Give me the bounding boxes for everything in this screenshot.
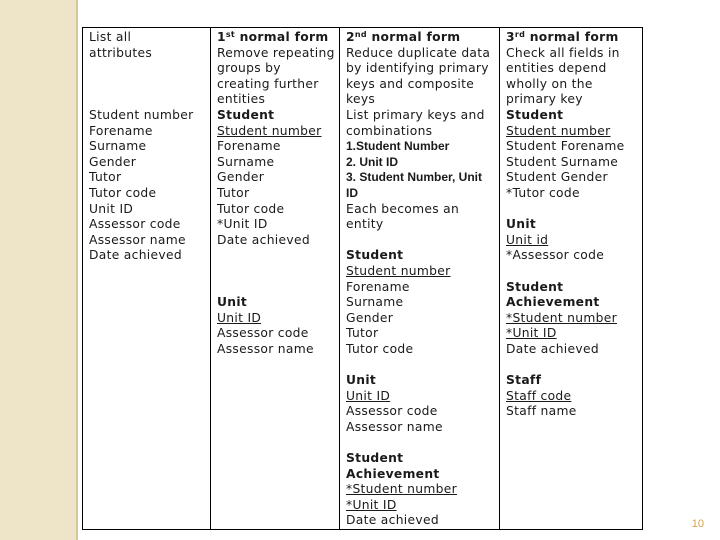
third-normal-form-cell <box>500 28 643 530</box>
col3-unit-key: Unit ID <box>346 388 391 403</box>
attribute-item: Tutor code <box>89 185 157 200</box>
attribute-list <box>89 108 204 264</box>
description-line: by identifying primary <box>346 61 489 76</box>
attribute-item: Assessor code <box>346 404 438 419</box>
attribute-item: Date achieved <box>346 513 439 528</box>
col4-heading: 3rd normal form <box>506 30 619 44</box>
attribute-item: Tutor <box>346 326 379 341</box>
attribute-item: Forename <box>346 279 410 294</box>
attribute-item: Forename <box>217 139 281 154</box>
slide-sidebar <box>0 0 76 540</box>
attribute-item: Date achieved <box>89 248 182 263</box>
col4-student-key: Student number <box>506 123 611 138</box>
page-number: 10 <box>691 518 704 530</box>
description-line: keys and composite <box>346 76 475 91</box>
description-line: Reduce duplicate data <box>346 45 491 60</box>
col3-student-attributes <box>346 280 493 358</box>
col2-unit-key: Unit ID <box>217 310 262 325</box>
attribute-item: Gender <box>217 170 265 185</box>
attribute-item: Surname <box>346 295 404 310</box>
col3-achievement-attributes <box>346 513 493 529</box>
description-line: primary key <box>506 92 583 107</box>
attribute-item: *Unit ID <box>217 217 268 232</box>
attributes-cell <box>83 28 211 530</box>
attribute-item: Gender <box>89 154 137 169</box>
attribute-item: Tutor code <box>346 341 414 356</box>
description-line: Check all fields in <box>506 45 620 60</box>
col3-key-list <box>346 139 493 201</box>
second-normal-form-cell <box>340 28 500 530</box>
foreign-key-item: *Student number <box>346 482 457 497</box>
normalisation-table <box>82 27 643 530</box>
primary-key-item: ID <box>346 185 358 200</box>
col4-achievement-attributes <box>506 342 636 358</box>
description-line: Remove repeating <box>217 45 335 60</box>
attribute-item: Student Forename <box>506 139 625 154</box>
foreign-key-item: *Student number <box>506 310 617 325</box>
description-line: entities depend <box>506 61 607 76</box>
description-line: combinations <box>346 123 433 138</box>
attribute-item: Assessor name <box>89 232 186 247</box>
col3-student-title: Student <box>346 248 404 263</box>
first-normal-form-cell <box>211 28 340 530</box>
foreign-key-item: *Unit ID <box>506 326 557 341</box>
col3-description-2 <box>346 202 493 233</box>
col3-unit-attributes <box>346 404 493 435</box>
attribute-item: Gender <box>346 310 394 325</box>
primary-key-item: 1.Student Number <box>346 139 450 154</box>
col3-achievement-title-1: Student <box>346 451 404 466</box>
attribute-item: *Tutor code <box>506 185 580 200</box>
attribute-item: Forename <box>89 123 153 138</box>
description-line: entities <box>217 92 266 107</box>
col2-student-title: Student <box>217 107 275 122</box>
attribute-item: Tutor <box>89 170 122 185</box>
col3-student-key: Student number <box>346 263 451 278</box>
foreign-key-item: *Unit ID <box>346 497 397 512</box>
col4-achievement-title-2: Achievement <box>506 295 600 310</box>
attribute-item: Staff name <box>506 404 577 419</box>
col4-staff-attributes <box>506 404 636 420</box>
attribute-item: Student Surname <box>506 154 619 169</box>
attribute-item: *Assessor code <box>506 248 605 263</box>
col4-student-attributes <box>506 139 636 201</box>
col4-unit-attributes <box>506 248 636 264</box>
attribute-item: Assessor name <box>217 341 314 356</box>
attribute-item: Unit ID <box>89 201 134 216</box>
col2-unit-title: Unit <box>217 295 248 310</box>
attribute-item: Tutor <box>217 185 250 200</box>
col4-unit-title: Unit <box>506 217 537 232</box>
col4-unit-key: Unit id <box>506 232 549 247</box>
description-line: keys <box>346 92 376 107</box>
col4-achievement-keys <box>506 311 636 342</box>
primary-key-item: 3. Student Number, Unit <box>346 170 483 185</box>
table-row <box>83 28 643 530</box>
primary-key-item: 2. Unit ID <box>346 154 399 169</box>
attribute-item: Surname <box>217 154 275 169</box>
attribute-item: Student Gender <box>506 170 608 185</box>
col2-unit-attributes <box>217 326 333 357</box>
col4-achievement-title-1: Student <box>506 279 564 294</box>
description-line: groups by <box>217 61 281 76</box>
sidebar-divider <box>76 0 78 540</box>
col2-description <box>217 46 333 108</box>
attribute-item: Assessor code <box>89 217 181 232</box>
attribute-item: Surname <box>89 139 147 154</box>
col3-description <box>346 46 493 140</box>
description-line: Each becomes an <box>346 201 460 216</box>
attribute-item: Assessor code <box>217 326 309 341</box>
description-line: List primary keys and <box>346 107 485 122</box>
attribute-item: Date achieved <box>506 341 599 356</box>
attribute-item: Student number <box>89 107 194 122</box>
col1-heading-line-1: List all <box>89 30 132 44</box>
col3-heading: 2nd normal form <box>346 30 461 44</box>
col3-achievement-keys <box>346 482 493 513</box>
description-line: entity <box>346 217 384 232</box>
attribute-item: Tutor code <box>217 201 285 216</box>
attribute-item: Assessor name <box>346 419 443 434</box>
col3-unit-title: Unit <box>346 373 377 388</box>
col2-student-key: Student number <box>217 123 322 138</box>
description-line: creating further <box>217 76 319 91</box>
col4-student-title: Student <box>506 107 564 122</box>
col3-achievement-title-2: Achievement <box>346 466 440 481</box>
attribute-item: Date achieved <box>217 232 310 247</box>
col4-description <box>506 46 636 108</box>
col4-staff-key: Staff code <box>506 388 572 403</box>
col2-heading: 1st normal form <box>217 30 329 44</box>
col2-student-attributes <box>217 139 333 248</box>
col1-heading-line-2: attributes <box>89 45 153 60</box>
col4-staff-title: Staff <box>506 373 542 388</box>
description-line: wholly on the <box>506 76 593 91</box>
